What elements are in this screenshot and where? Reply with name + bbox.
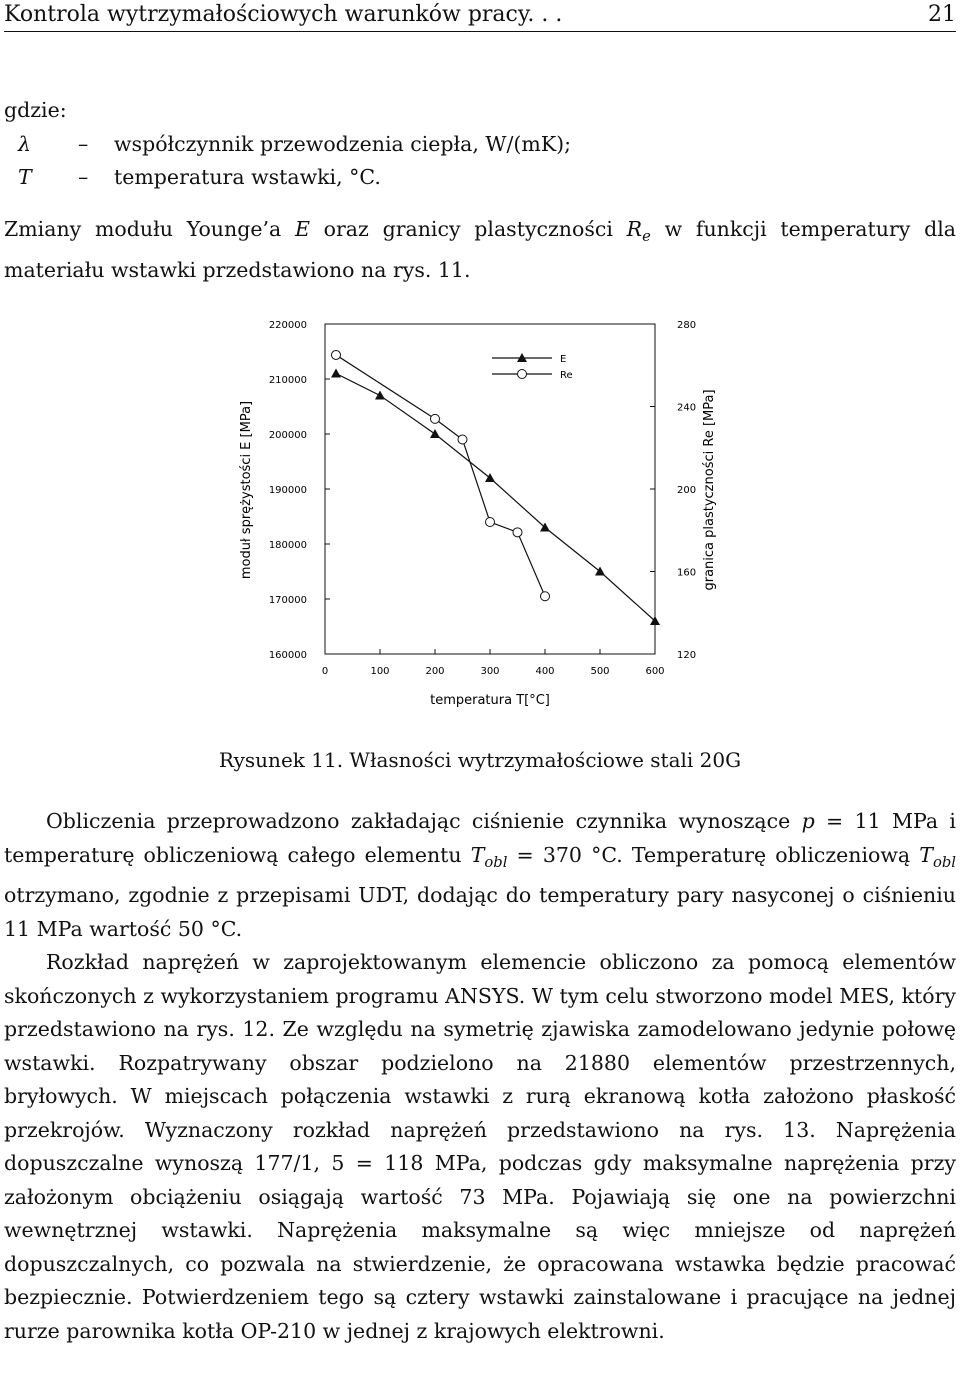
figure-11-chart xyxy=(220,310,740,720)
x-axis-label: temperatura T[°C] xyxy=(430,693,550,708)
legend-marker-Re xyxy=(518,370,527,379)
marker-E xyxy=(485,473,495,482)
math-symbol: T xyxy=(919,842,933,867)
dash: – xyxy=(78,165,89,189)
math-subscript: e xyxy=(642,228,651,246)
left-axis-ticks xyxy=(269,320,330,661)
left-y-tick-label: 170000 xyxy=(268,595,307,606)
left-y-tick-label: 160000 xyxy=(268,650,307,661)
text-run: w funkcji temperatury dla materiału wstawki przedstawiono na rys. 11. xyxy=(4,217,956,282)
right-y-tick-label: 200 xyxy=(677,485,697,496)
right-axis-label: granica plastyczności Re [MPa] xyxy=(702,389,717,591)
math-subscript: obl xyxy=(932,853,956,871)
symbol: λ xyxy=(18,131,31,156)
x-tick-label: 200 xyxy=(425,666,445,677)
right-axis-ticks xyxy=(650,320,696,661)
left-y-tick-label: 180000 xyxy=(268,540,307,551)
marker-Re xyxy=(513,528,522,537)
text-run: Zmiany modułu Younge’a xyxy=(4,217,295,241)
text-run: otrzymano, zgodnie z przepisami UDT, dodając do temperatury pary nasyconej o ciśnieniu 11 MPa wartość 50 °C. xyxy=(4,883,956,941)
text-run: = 11 MPa i temperaturę obliczeniową całego elementu xyxy=(4,809,956,867)
math-symbol: T xyxy=(470,842,485,867)
intro-paragraph xyxy=(4,213,956,287)
header-rule xyxy=(4,31,956,32)
left-y-tick-label: 190000 xyxy=(268,485,307,496)
text-run: Obliczenia przeprowadzono zakładając ciśnienie czynnika wynoszące xyxy=(46,809,802,833)
running-header xyxy=(4,0,956,30)
legend-label-E: E xyxy=(560,354,567,365)
legend-label-Re: Re xyxy=(560,370,573,381)
paragraph-2: Rozkład naprężeń w zaprojektowanym elemencie obliczono za pomocą elementów skończonych z wykorzystaniem programu ANSYS. W tym celu stworzono model MES, który przedstawiono na rys. 12. Ze względu na symetrię zjawiska zamodelowano jedynie połowę wstawki. Rozpatrywany obszar podzielono na 21880 elementów przestrzennych, bryłowych. W miejscach połączenia wstawki z rurą ekranową kotła założono płaskość przekrojów. Wyznaczony rozkład naprężeń przedstawiono na rys. 13. Naprężenia dopuszczalne wynoszą 177/1, 5 = 118 MPa, podczas gdy maksymalne naprężenia przy założonym obciążeniu osiągają wartość 73 MPa. Pojawiają się one na powierzchni wewnętrznej wstawki. Naprężenia maksymalne są więc mniejsze od naprężeń dopuszczalnych, co pozwala na stwierdzenie, że opracowana wstawka będzie pracować bezpiecznie. Potwierdzeniem tego są cztery wstawki zainstalowane i pracujące na jednej rurze parownika kotła OP-210 w jednej z krajowych elektrowni. xyxy=(4,950,956,1343)
left-y-tick-label: 200000 xyxy=(268,430,307,441)
paragraph-1 xyxy=(4,805,956,946)
math-subscript: obl xyxy=(484,853,508,871)
marker-Re xyxy=(486,518,495,527)
left-y-tick-label: 220000 xyxy=(268,320,307,331)
definition: temperatura wstawki, °C. xyxy=(114,165,381,189)
figure-caption: Rysunek 11. Własności wytrzymałościowe stali 20G xyxy=(218,748,742,772)
definition-row xyxy=(4,161,956,195)
marker-E xyxy=(430,429,440,438)
x-tick-label: 600 xyxy=(645,666,665,677)
x-tick-label: 400 xyxy=(535,666,555,677)
where-label: gdzie: xyxy=(4,98,67,122)
definition: współczynnik przewodzenia ciepła, W/(mK); xyxy=(114,131,572,156)
legend xyxy=(492,353,573,381)
series-lines xyxy=(336,355,655,621)
series-line-Re xyxy=(336,355,545,596)
marker-Re xyxy=(541,592,550,601)
page-number: 21 xyxy=(928,2,956,27)
marker-E xyxy=(331,369,341,378)
definition-row xyxy=(4,128,956,162)
body-text xyxy=(4,805,956,1348)
right-y-tick-label: 160 xyxy=(677,567,697,579)
math-symbol: p xyxy=(801,809,815,833)
marker-E xyxy=(595,567,605,576)
marker-Re xyxy=(431,414,440,423)
header-title: Kontrola wytrzymałościowych warunków pracy. . . xyxy=(4,2,563,27)
dash: – xyxy=(78,131,89,156)
x-tick-label: 0 xyxy=(321,666,329,677)
right-y-tick-label: 120 xyxy=(677,650,697,661)
series-markers xyxy=(331,350,660,625)
left-axis-label: moduł sprężystości E [MPa] xyxy=(239,400,254,580)
text-run: = 370 °C. Temperaturę obliczeniową xyxy=(507,842,920,867)
x-tick-label: 500 xyxy=(590,666,610,677)
x-tick-label: 300 xyxy=(480,666,500,677)
series-line-E xyxy=(336,374,655,622)
right-y-tick-label: 240 xyxy=(677,402,697,414)
text-run: oraz granicy plastyczności xyxy=(309,217,627,241)
left-y-tick-label: 210000 xyxy=(268,375,307,386)
x-tick-label: 100 xyxy=(370,666,390,677)
marker-E xyxy=(375,391,385,400)
math-symbol: R xyxy=(626,217,643,241)
plot-frame xyxy=(325,324,655,654)
symbol: T xyxy=(18,165,32,189)
marker-Re xyxy=(458,435,467,444)
x-axis-ticks xyxy=(322,649,665,677)
right-y-tick-label: 280 xyxy=(677,320,697,331)
math-symbol: E xyxy=(294,217,310,241)
marker-Re xyxy=(332,350,341,359)
symbol-definitions xyxy=(4,94,956,195)
